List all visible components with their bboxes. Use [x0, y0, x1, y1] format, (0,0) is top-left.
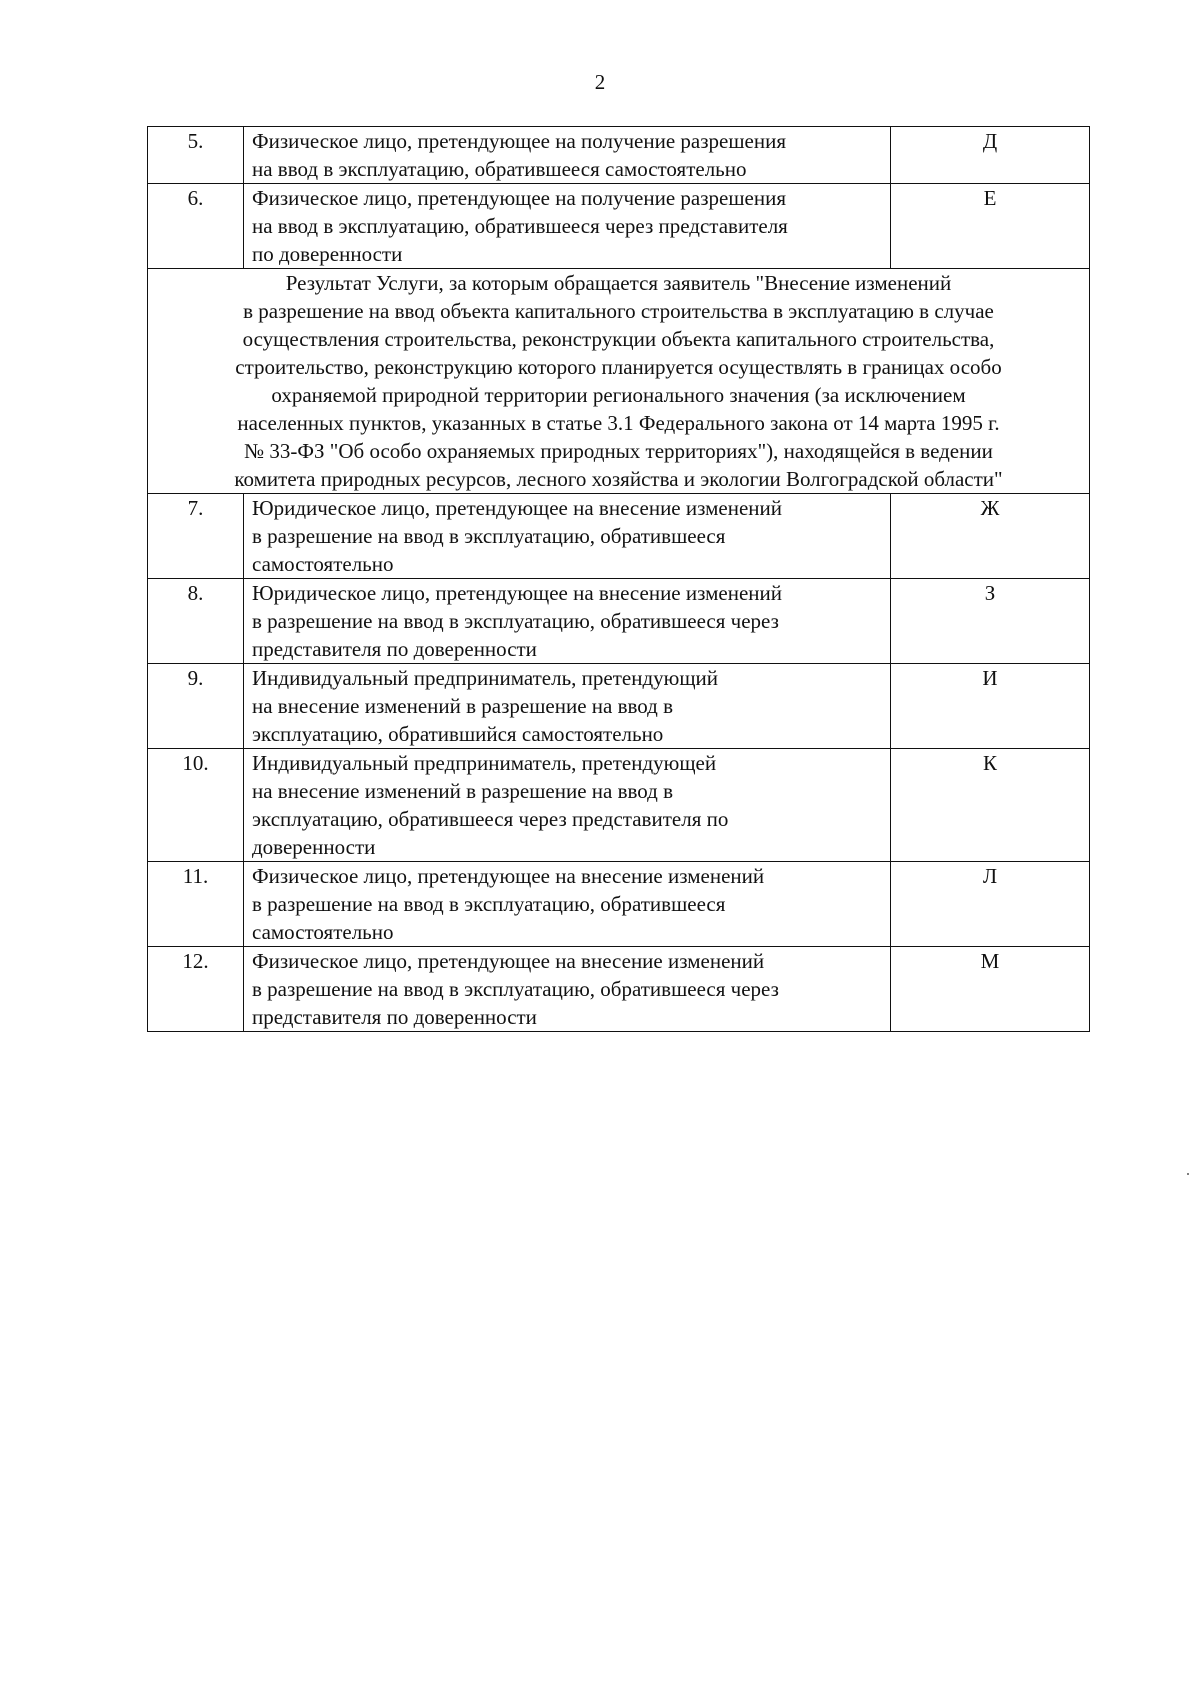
row-number: 12.: [148, 947, 244, 1032]
row-code: И: [891, 664, 1090, 749]
row-description: Юридическое лицо, претендующее на внесение изменений в разрешение на ввод в эксплуатацию, обратившееся через представителя по доверенности: [244, 579, 891, 664]
row-description: Физическое лицо, претендующее на получение разрешения на ввод в эксплуатацию, обратившееся через представителя по доверенности: [244, 184, 891, 269]
table-row: [148, 494, 1090, 579]
table-row: [148, 862, 1090, 947]
table-row: [148, 184, 1090, 269]
row-number: 5.: [148, 127, 244, 184]
row-description: Физическое лицо, претендующее на внесение изменений в разрешение на ввод в эксплуатацию, обратившееся самостоятельно: [244, 862, 891, 947]
row-code: Ж: [891, 494, 1090, 579]
row-description: Физическое лицо, претендующее на внесение изменений в разрешение на ввод в эксплуатацию, обратившееся через представителя по доверенности: [244, 947, 891, 1032]
row-code: М: [891, 947, 1090, 1032]
row-description: Индивидуальный предприниматель, претендующий на внесение изменений в разрешение на ввод в эксплуатацию, обратившийся самостоятельно: [244, 664, 891, 749]
table-row: [148, 749, 1090, 862]
row-code: Е: [891, 184, 1090, 269]
row-description: Физическое лицо, претендующее на получение разрешения на ввод в эксплуатацию, обратившееся самостоятельно: [244, 127, 891, 184]
scan-speck: [1187, 1173, 1189, 1175]
table-row: [148, 664, 1090, 749]
result-section-row: [148, 269, 1090, 494]
row-number: 9.: [148, 664, 244, 749]
table-row: [148, 579, 1090, 664]
result-section-header: Результат Услуги, за которым обращается заявитель "Внесение изменений в разрешение на ввод объекта капитального строительства в эксплуатацию в случае осуществления строительства, реконструкции объекта капитального строительства, строительство, реконструкцию которого планируется осуществлять в границах особо охраняемой природной территории регионального значения (за исключением населенных пунктов, указанных в статье 3.1 Федерального закона от 14 марта 1995 г. № 33-ФЗ "Об особо охраняемых природных территориях"), находящейся в ведении комитета природных ресурсов, лесного хозяйства и экологии Волгоградской области": [148, 269, 1090, 494]
applicant-variants-table: [147, 126, 1090, 1032]
row-description: Юридическое лицо, претендующее на внесение изменений в разрешение на ввод в эксплуатацию, обратившееся самостоятельно: [244, 494, 891, 579]
row-number: 6.: [148, 184, 244, 269]
row-code: К: [891, 749, 1090, 862]
row-number: 11.: [148, 862, 244, 947]
row-code: З: [891, 579, 1090, 664]
row-description: Индивидуальный предприниматель, претендующей на внесение изменений в разрешение на ввод в эксплуатацию, обратившееся через представителя по доверенности: [244, 749, 891, 862]
row-number: 10.: [148, 749, 244, 862]
page-number: 2: [594, 70, 606, 94]
row-number: 8.: [148, 579, 244, 664]
row-code: Д: [891, 127, 1090, 184]
table-row: [148, 947, 1090, 1032]
table-row: [148, 127, 1090, 184]
row-code: Л: [891, 862, 1090, 947]
row-number: 7.: [148, 494, 244, 579]
